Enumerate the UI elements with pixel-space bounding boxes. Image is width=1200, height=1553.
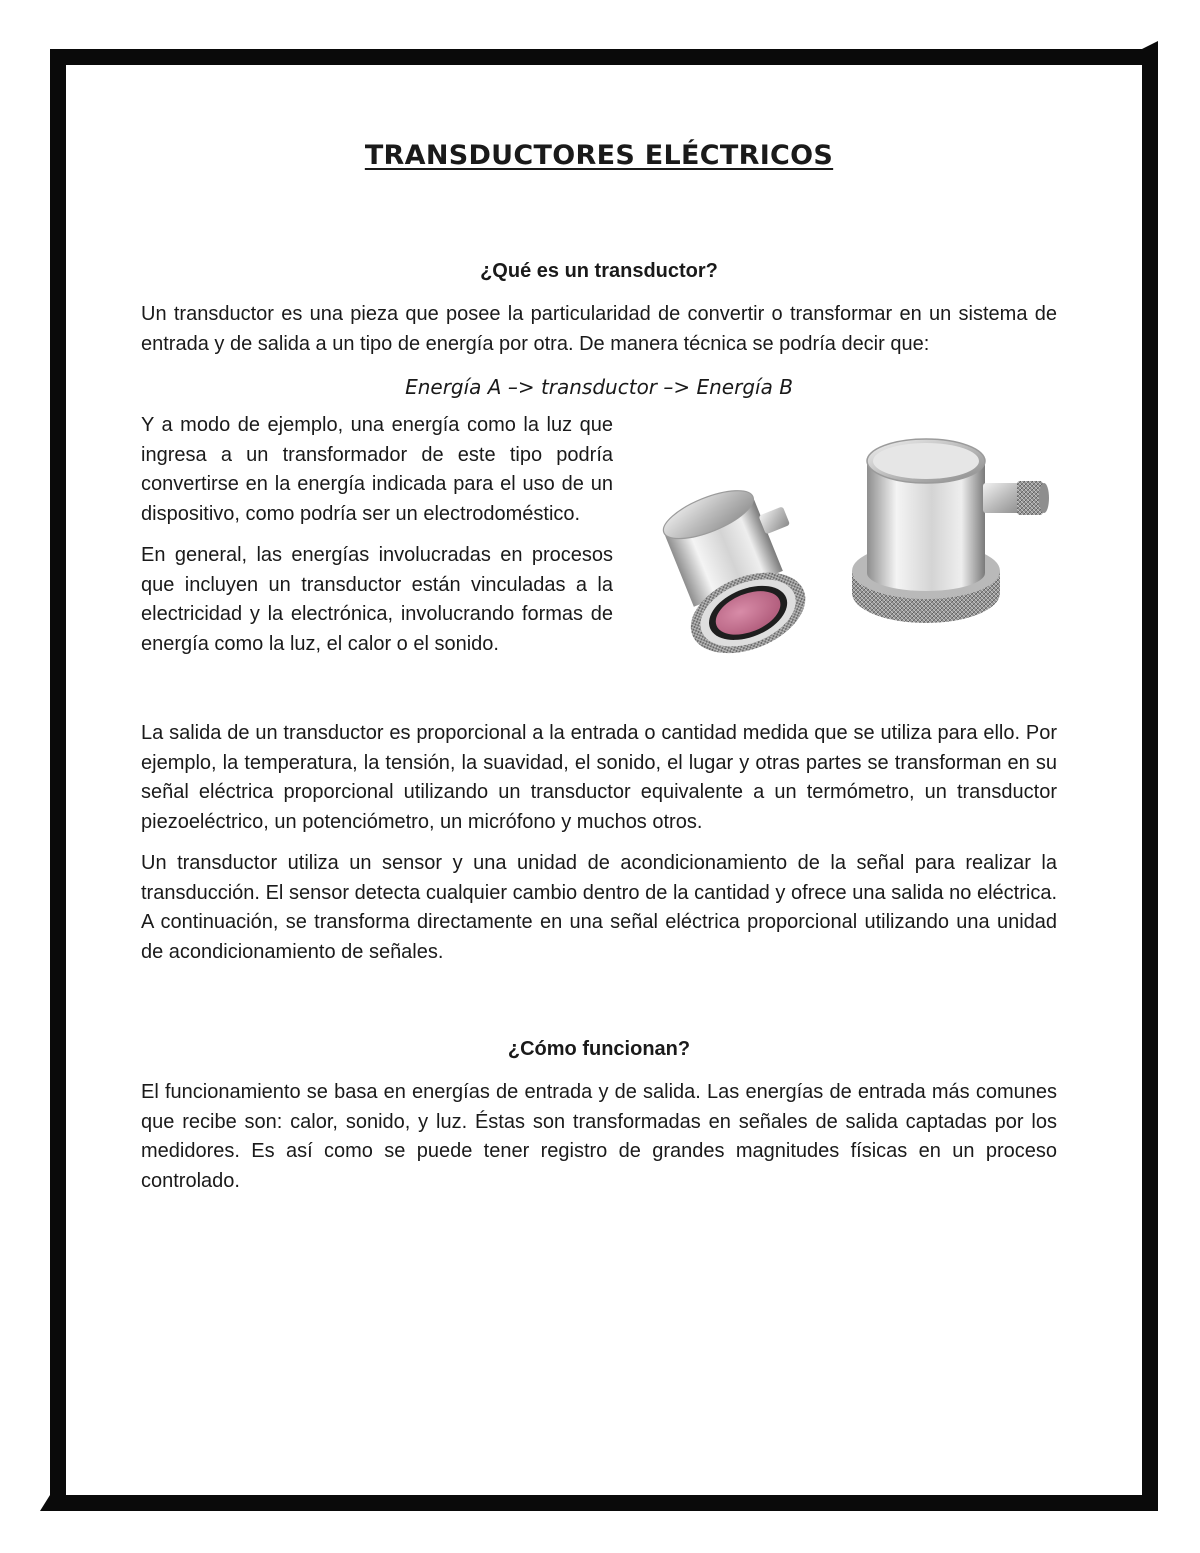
document-body	[141, 140, 1057, 1196]
text-with-image	[141, 411, 1057, 707]
large-transducer	[852, 439, 1049, 623]
output-paragraph: La salida de un transductor es proporcional a la entrada o cantidad medida que se utiliza para ello. Por ejemplo, la temperatura, la tensión, la suavidad, el sonido, el lugar y otras partes se transforman en su señal eléctrica proporcional utilizando un transductor equivalente a un termómetro, un transductor piezoeléctrico, un potenciómetro, un micrófono y muchos otros.	[141, 722, 1057, 833]
example-paragraph: Y a modo de ejemplo, una energía como la luz que ingresa a un transformador de este tipo podría convertirse en la energía indicada para el uso de un dispositivo, como podría ser un electrodoméstico.	[141, 414, 613, 525]
section-heading-que-es: ¿Qué es un transductor?	[480, 260, 718, 282]
intro-paragraph: Un transductor es una pieza que posee la particularidad de convertir o transformar en un sistema de entrada y de salida a un tipo de energía por otra. De manera técnica se podría decir que:	[141, 303, 1057, 355]
small-transducer	[649, 472, 828, 669]
section-heading-como-funcionan: ¿Cómo funcionan?	[507, 1038, 691, 1060]
transducer-photo	[649, 421, 1065, 701]
functioning-paragraph: El funcionamiento se basa en energías de entrada y de salida. Las energías de entrada más comunes que recibe son: calor, sonido, y luz. Éstas son transformadas en señales de salida captadas por los medidores. Es así como se puede tener registro de grandes magnitudes físicas en un proceso controlado.	[141, 1081, 1057, 1192]
sensor-paragraph: Un transductor utiliza un sensor y una unidad de acondicionamiento de la señal para realizar la transducción. El sensor detecta cualquier cambio dentro de la cantidad y ofrece una salida no eléctrica. A continuación, se transforma directamente en una señal eléctrica proporcional utilizando una unidad de acondicionamiento de señales.	[141, 852, 1057, 963]
energy-formula: Energía A –> transductor –> Energía B	[405, 375, 793, 399]
document-title: TRANSDUCTORES ELÉCTRICOS	[364, 140, 834, 171]
energies-paragraph: En general, las energías involucradas en procesos que incluyen un transductor están vinculadas a la electricidad y la electrónica, involucrando formas de energía como la luz, el calor o el sonido.	[141, 544, 613, 655]
left-column	[141, 411, 613, 659]
